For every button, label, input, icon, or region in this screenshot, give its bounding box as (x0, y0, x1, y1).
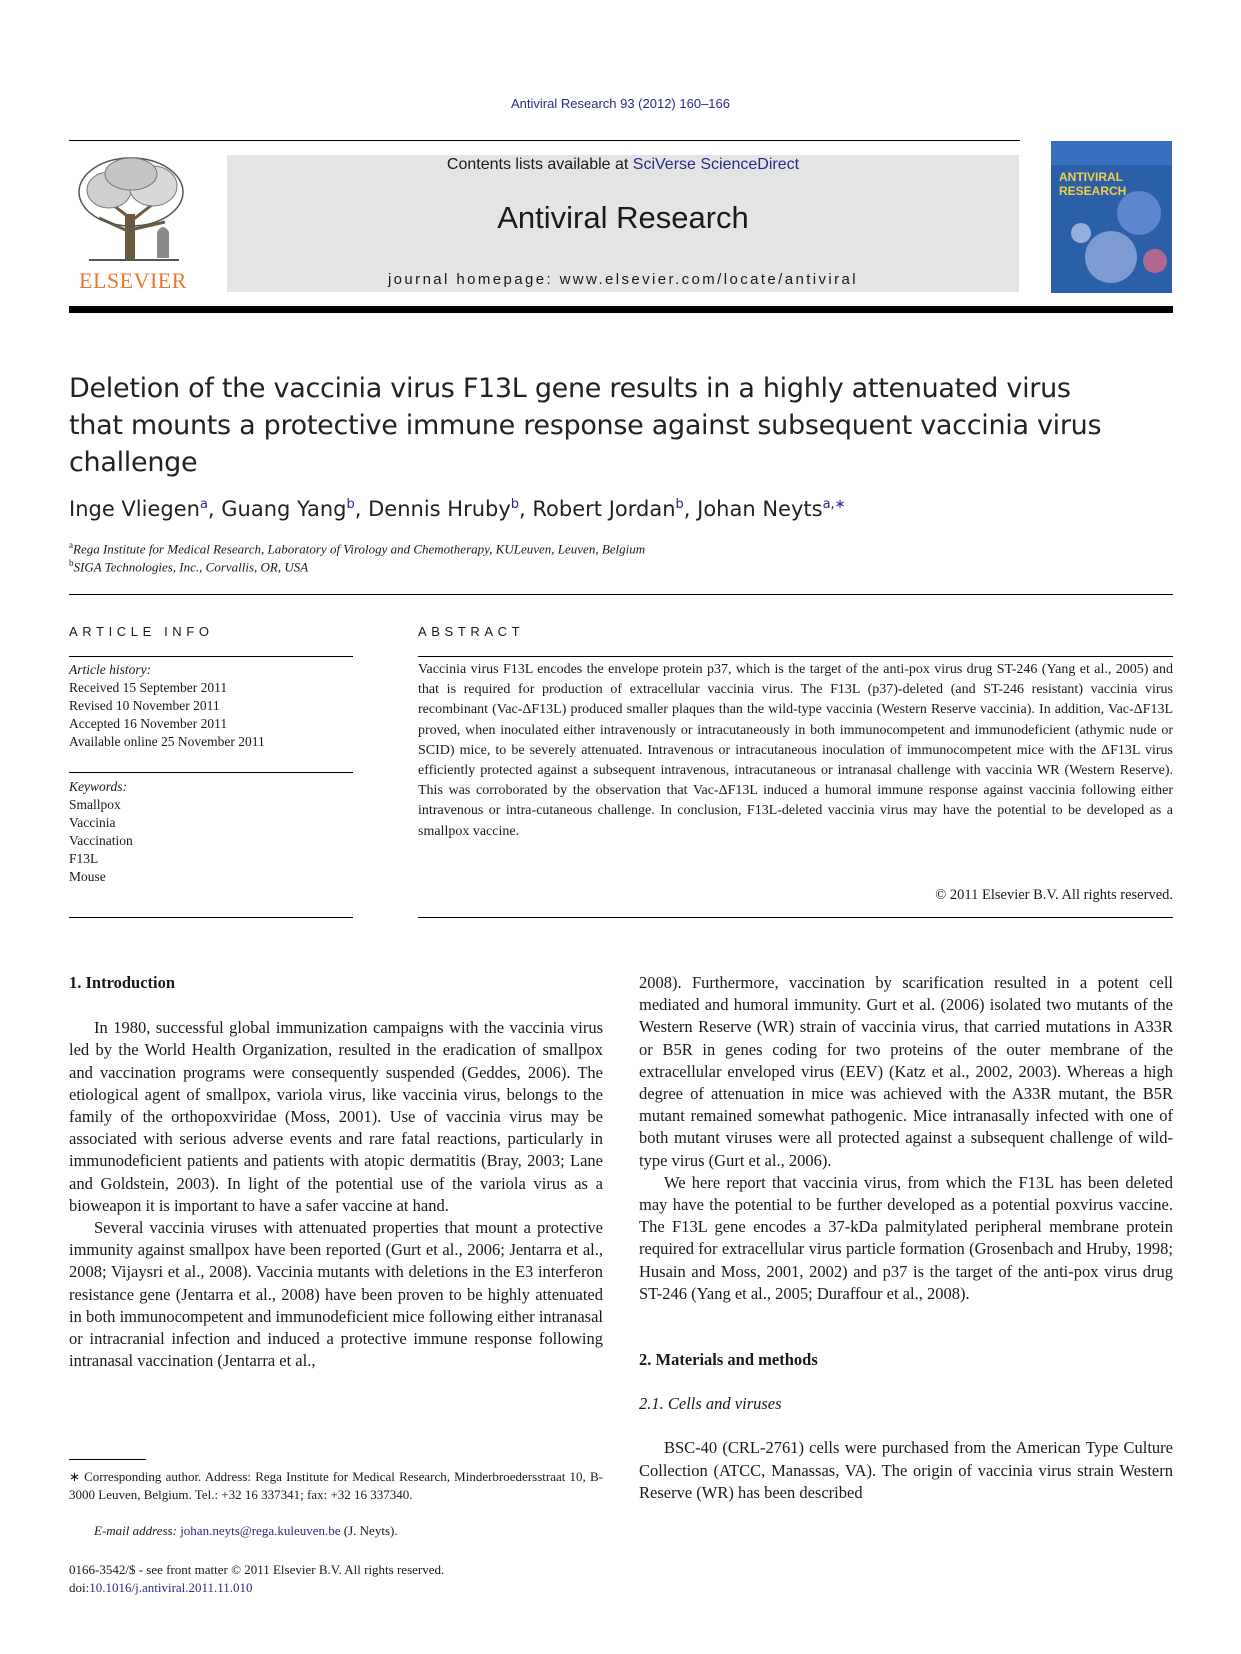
author-name: Inge Vliegen (69, 497, 200, 521)
info-rule (69, 917, 353, 918)
article-info-heading: ARTICLE INFO (69, 624, 214, 639)
email-label: E-mail address: (94, 1523, 181, 1538)
journal-citation[interactable]: Antiviral Research 93 (2012) 160–166 (511, 96, 730, 111)
keyword: Smallpox (69, 797, 121, 812)
author-affil-mark[interactable]: b (346, 497, 355, 512)
email-line (69, 1522, 603, 1540)
keywords (69, 778, 354, 886)
contents-line (227, 156, 1019, 174)
history-item: Received 15 September 2011 (69, 680, 228, 695)
abstract-heading: ABSTRACT (418, 624, 525, 639)
body-right-column (639, 972, 1173, 1504)
affiliation: $^a$Rega Institute for Medical Research, Laboratory of Virology and Chemotherapy, KULeuven, Leuven, Belgium (69, 540, 646, 557)
contents-prefix: Contents lists available at (446, 156, 633, 173)
body-left-column (69, 972, 603, 1372)
abstract-rule (418, 917, 1173, 918)
keyword: F13L (69, 851, 99, 866)
affiliation: $^b$SIGA Technologies, Inc., Corvallis, OR, USA (69, 558, 309, 575)
email-suffix: (J. Neyts). (340, 1523, 398, 1538)
author-name: Robert Jordan (532, 497, 676, 521)
paragraph: We here report that vaccinia virus, from which the F13L has been deleted may have the potential to be further developed as a potential poxvirus vaccine. The F13L gene encodes a 37-kDa palmitylated peripheral membrane protein required for extracellular virus particle formation (Grosenbach and Hruby, 1998; Husain and Moss, 2001, 2002) and p37 is the target of the anti-pox virus drug ST-246 (Yang et al., 2005; Duraffour et al., 2008). (639, 1172, 1173, 1303)
doi-line (69, 1579, 603, 1597)
paragraph: BSC-40 (CRL-2761) cells were purchased from the American Type Culture Collection (ATCC, Manassas, VA). The origin of vaccinia virus strain Western Reserve (WR) has been described (639, 1438, 1173, 1502)
tree-icon (69, 152, 197, 294)
section-heading: 1. Introduction (69, 973, 176, 992)
svg-text:RESEARCH: RESEARCH (1059, 184, 1127, 198)
history-item: Revised 10 November 2011 (69, 698, 220, 713)
section-heading: 2. Materials and methods (639, 1350, 818, 1370)
author-affil-mark[interactable]: b (510, 497, 520, 512)
info-rule (69, 772, 353, 773)
author-affil-mark[interactable]: a,∗ (822, 497, 846, 512)
author-name: Johan Neyts (697, 497, 823, 521)
paragraph: 2008). Furthermore, vaccination by scarification resulted in a potent cell mediated and humoral immunity. Gurt et al. (2006) isolated two mutants of the Western Reserve (WR) strain of vaccinia virus, that carried mutations in A33R or B5R in genes coding for two proteins of the outer membrane of the extracellular enveloped virus (EEV) (Katz et al., 2002, 2003). Whereas a high degree of attenuation in mice was achieved with the A33R mutant, the B5R mutant remained somewhat pathogenic. Mice intranasally infected with one of both mutant viruses were all protected against a subsequent challenge of wild-type virus (Gurt et al., 2006). (639, 973, 1173, 1170)
corresponding-author-note: ∗ Corresponding author. Address: Rega Institute for Medical Research, Minderbroedersstraat 10, B-3000 Leuven, Belgium. Tel.: +32 16 337341; fax: +32 16 337340. (69, 1469, 603, 1502)
keyword: Vaccination (69, 833, 133, 848)
journal-homepage[interactable]: journal homepage: www.elsevier.com/locate/antiviral (387, 271, 859, 288)
section-rule (69, 594, 1173, 595)
keywords-label: Keywords: (69, 779, 127, 794)
title-line: Deletion of the vaccinia virus F13L gene results in a highly attenuated virus (69, 373, 1071, 404)
front-matter-note: 0166-3542/$ - see front matter © 2011 Elsevier B.V. All rights reserved. (69, 1562, 445, 1577)
header-rule (69, 140, 1020, 141)
author-affil-mark[interactable]: b (675, 497, 684, 512)
sciencedirect-link[interactable]: SciVerse ScienceDirect (632, 156, 800, 173)
keyword: Mouse (69, 869, 106, 884)
paragraph: In 1980, successful global immunization campaigns with the vaccinia virus led by the World Health Organization, resulted in the eradication of smallpox and vaccination programs were consequently suspended (Geddes, 2006). The etiological agent of smallpox, variola virus, like vaccinia virus, belongs to the family of the orthopoxviridae (Moss, 2001). Use of vaccinia virus may be associated with serious adverse events and rare fatal reactions, particularly in immunodeficient patients and patients with atopic dermatitis (Bray, 2003; Lane and Goldstein, 2003). In light of the potential use of the variola virus as a bioweapon it is important to have a safer vaccine at hand. (69, 1018, 603, 1215)
title-line: challenge (69, 447, 198, 478)
abstract-copyright: © 2011 Elsevier B.V. All rights reserved. (935, 887, 1173, 903)
subsection-heading: 2.1. Cells and viruses (639, 1394, 782, 1414)
article-history (69, 661, 354, 751)
svg-text:ELSEVIER: ELSEVIER (79, 268, 187, 293)
email-link[interactable]: johan.neyts@rega.kuleuven.be (180, 1523, 341, 1538)
svg-text:ANTIVIRAL: ANTIVIRAL (1059, 170, 1123, 184)
author-affil-mark[interactable]: a (199, 497, 208, 512)
journal-cover-image (1051, 141, 1172, 293)
footnote-rule (69, 1459, 146, 1460)
keyword: Vaccinia (69, 815, 116, 830)
doi-prefix: doi: (69, 1580, 90, 1595)
history-label: Article history: (69, 662, 152, 677)
author-name: Dennis Hruby (368, 497, 511, 521)
history-item: Accepted 16 November 2011 (69, 716, 228, 731)
author-list: Inge Vliegen$^a$, Guang Yang$^b$, Dennis Hruby$^b$, Robert Jordan$^b$, Johan Neyts$^{a,∗}$ (69, 497, 846, 521)
article-title (69, 370, 1173, 481)
paragraph: Several vaccinia viruses with attenuated properties that mount a protective immunity against smallpox have been reported (Gurt et al., 2006; Jentarra et al., 2008; Vijaysri et al., 2008). Vaccinia mutants with deletions in the E3 interferon resistance gene (Jentarra et al., 2008) have been proven to be highly attenuated in both immunocompetent and immunodeficient mice following either intranasal or intracranial infection and induced a protective immune response following intranasal vaccination (Jentarra et al., (69, 1218, 603, 1371)
info-rule (69, 656, 353, 657)
title-line: that mounts a protective immune response against subsequent vaccinia virus (69, 410, 1102, 441)
abstract-rule (418, 656, 1173, 657)
journal-name: Antiviral Research (497, 200, 749, 235)
abstract-text: Vaccinia virus F13L encodes the envelope protein p37, which is the target of the anti-pox virus drug ST-246 (Yang et al., 2005) and that is required for production of extracellular vaccinia virus. The F13L (p37)-deleted (and ST-246 resistant) vaccinia virus recombinant (Vac-ΔF13L) produced smaller plaques than the wild-type vaccinia (Western Reserve vaccinia). In addition, Vac-ΔF13L proved, when inoculated either intravenously or intracutaneously in both immunocompetent and immunodeficient (athymic nude or SCID) mice, to be severely attenuated. Intravenous or intracutaneous inoculation of immunocompetent mice with the ΔF13L virus efficiently protected against a subsequent intravenous, intracutaneous or intranasal challenge with vaccinia WR (Western Reserve). This was corroborated by the observation that Vac-ΔF13L induced a humoral immune response against vaccinia following either intravenous or intra-cutaneous challenge. In conclusion, F13L-deleted vaccinia virus may have the potential to be developed as a smallpox vaccine. (418, 662, 1173, 839)
doi-link[interactable]: 10.1016/j.antiviral.2011.11.010 (89, 1580, 253, 1595)
elsevier-logo (69, 152, 197, 294)
author-name: Guang Yang (221, 497, 347, 521)
header-thick-rule (69, 306, 1173, 313)
history-item: Available online 25 November 2011 (69, 734, 265, 749)
